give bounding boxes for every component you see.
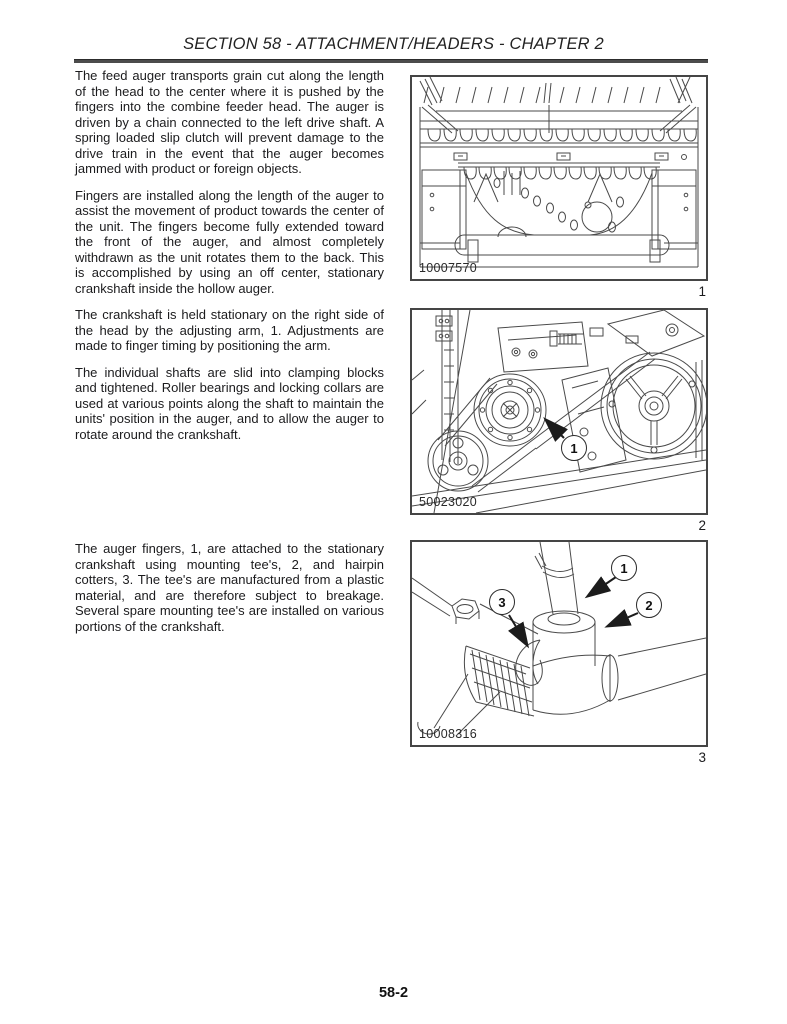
body-text-column <box>75 68 384 453</box>
figure-2-drawing <box>412 310 706 513</box>
figure-3-photo-id: 10008316 <box>419 727 478 741</box>
figure-3-callout-1: 1 <box>611 555 637 581</box>
figure-1-drawing <box>412 77 706 279</box>
figure-3-callout-2: 2 <box>636 592 662 618</box>
figure-3 <box>410 540 708 747</box>
figure-2 <box>410 308 708 515</box>
figure-1 <box>410 75 708 281</box>
paragraph-crankshaft: The crankshaft is held stationary on the right side of the head by the adjusting arm, 1. Adjustments are made to finger timing by positioning the arm. <box>75 307 384 353</box>
paragraph-shafts: The individual shafts are slid into clamping blocks and tightened. Roller bearings and locking collars are used at various points along the shaft to maintain the units' position in the auger, and to allow the auger to rotate around the crankshaft. <box>75 364 384 442</box>
figure-3-callout-3: 3 <box>489 589 515 615</box>
figure-2-callout-1: 1 <box>561 435 587 461</box>
figure-2-photo-id: 50023020 <box>419 495 478 509</box>
figure-1-number: 1 <box>698 284 706 299</box>
page-number: 58-2 <box>378 985 409 1001</box>
header-rule <box>74 59 708 63</box>
paragraph-feed-auger: The feed auger transports grain cut along the length of the head to the center where it is pushed by the fingers into the combine feeder head. The auger is driven by a chain connected to the left drive shaft. A spring loaded slip clutch will prevent damage to the drive train in the event that the auger becomes jammed with product or foreign objects. <box>75 68 384 176</box>
figure-1-photo-id: 10007570 <box>419 261 478 275</box>
page-header-title: SECTION 58 - ATTACHMENT/HEADERS - CHAPTER 2 <box>183 35 604 53</box>
paragraph-auger-fingers: The auger fingers, 1, are attached to the stationary crankshaft using mounting tee's, 2, and hairpin cotters, 3. The tee's are manufactured from a plastic material, and are therefore subject to breakage. Several spare mounting tee's are installed on various portions of the crankshaft. <box>75 541 384 634</box>
figure-2-number: 2 <box>698 518 706 533</box>
paragraph-fingers: Fingers are installed along the length of the auger to assist the movement of product towards the center of the unit. The fingers become fully extended toward the front of the auger, and almost completely withdrawn as the unit rotates them to the back. This is accomplished by using an off center, stationary crankshaft inside the hollow auger. <box>75 187 384 296</box>
figure-3-drawing <box>412 542 706 745</box>
figure-3-number: 3 <box>698 750 706 765</box>
